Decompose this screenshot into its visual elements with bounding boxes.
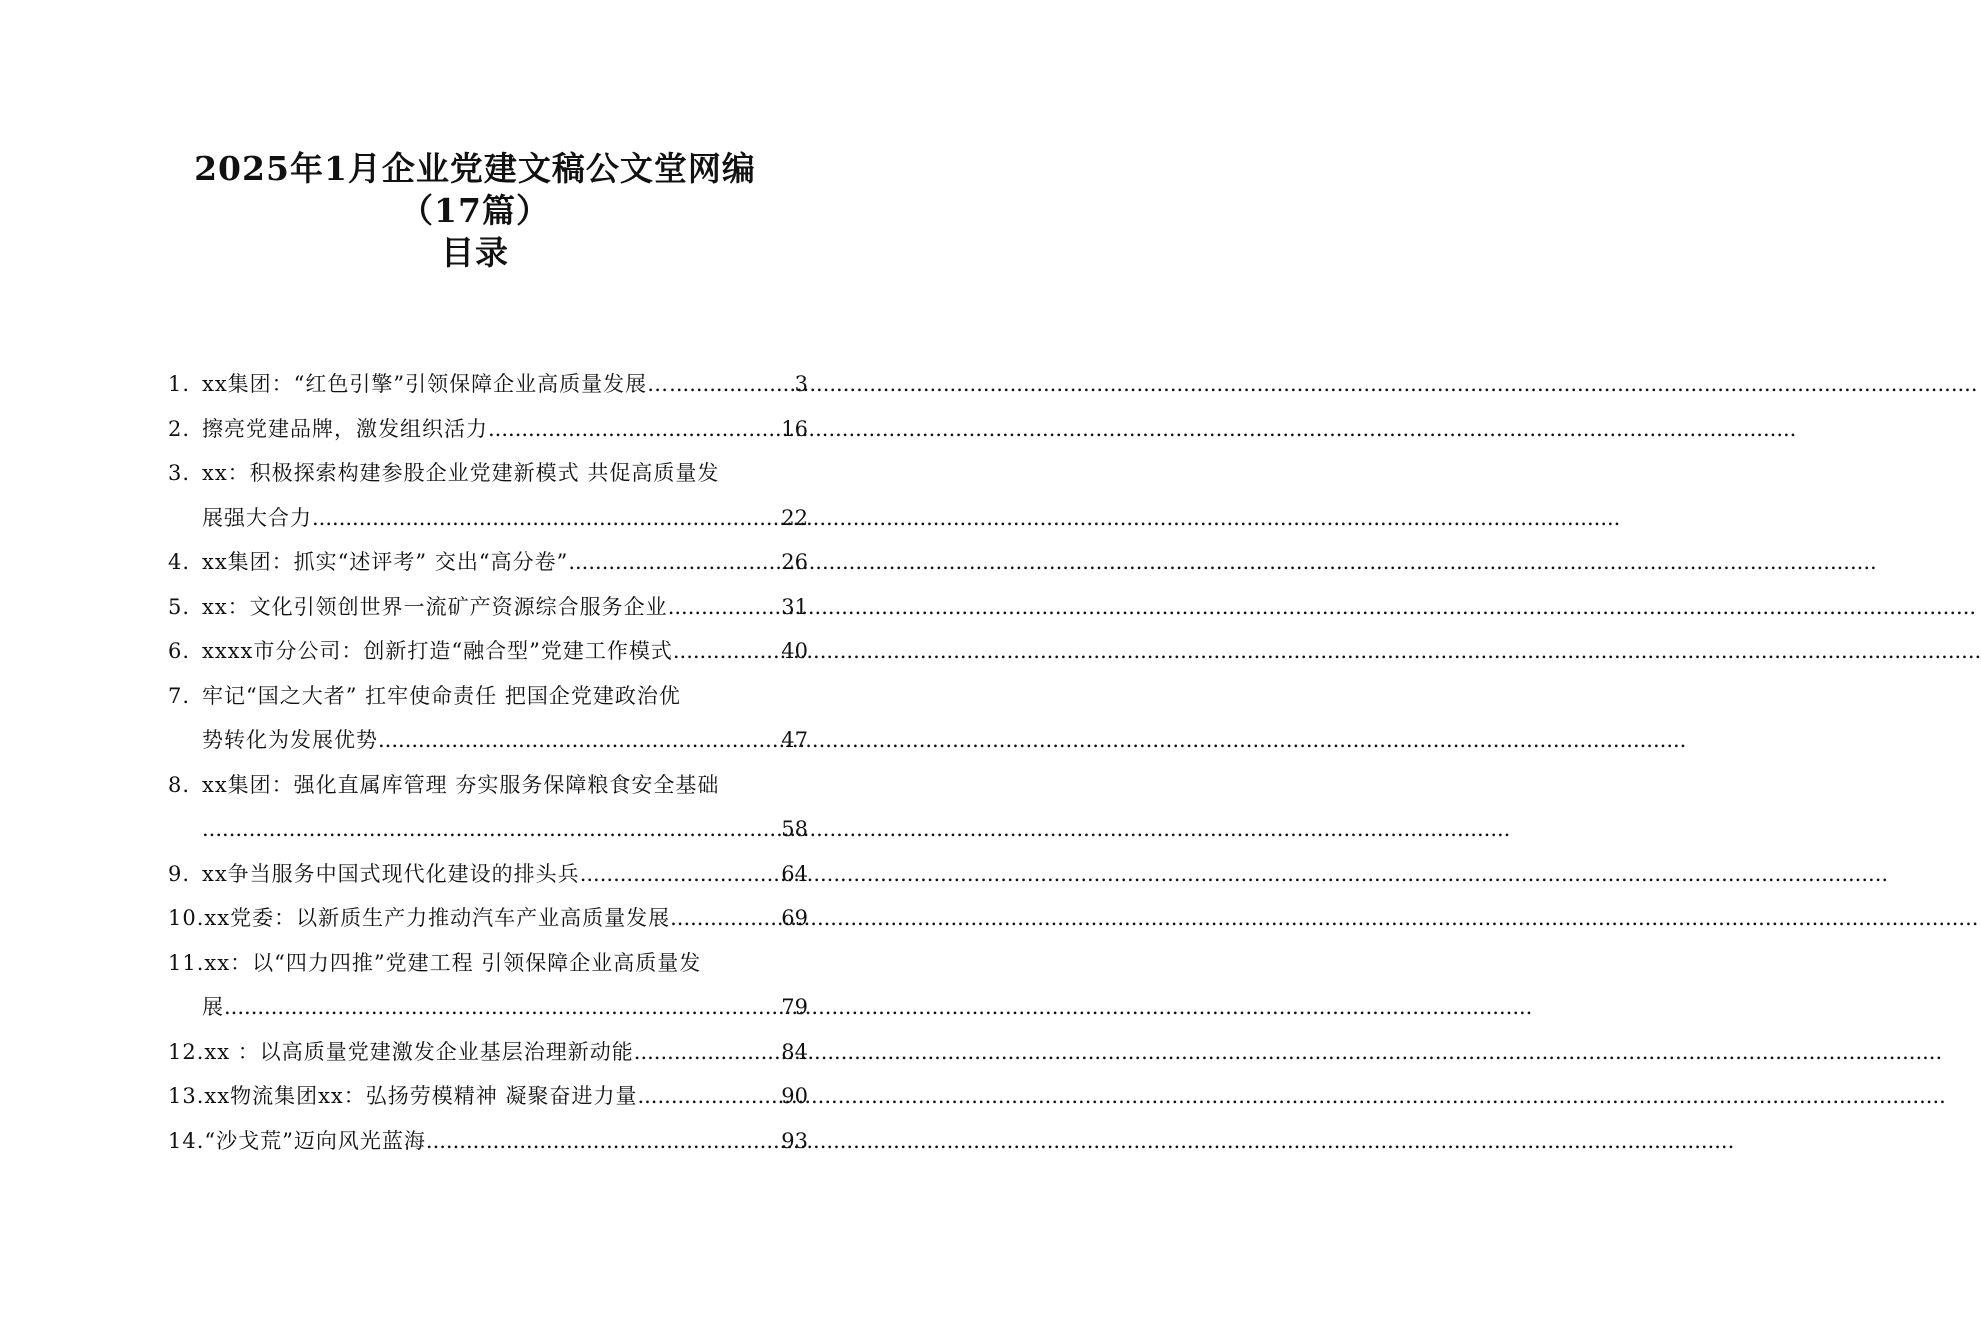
toc-leader-dots: [669, 362, 793, 407]
toc-page-number: 58: [781, 817, 808, 841]
toc-title: xx集团：强化直属库管理 夯实服务保障粮食安全基础: [202, 772, 720, 797]
toc-leader-dots: [224, 985, 780, 1030]
document-title: [0, 148, 950, 274]
toc-entry[interactable]: [168, 763, 808, 852]
toc-entry[interactable]: [168, 896, 808, 941]
toc-title: 展: [202, 995, 224, 1019]
toc-title: xx集团：“红色引擎”引领保障企业高质量发展…: [202, 372, 670, 396]
toc-line: [168, 763, 808, 808]
toc-page-number: 22: [781, 505, 808, 530]
toc-entry[interactable]: [168, 362, 808, 407]
toc-entry[interactable]: [168, 407, 808, 452]
toc-number: 10.: [168, 906, 205, 930]
toc-number: 6.: [168, 639, 191, 663]
toc-title: xx物流集团xx：弘扬劳模精神 凝聚奋进力量: [204, 1084, 638, 1108]
title-line-main: 2025年1月企业党建文稿公文堂网编: [194, 149, 756, 188]
toc-entry[interactable]: [168, 629, 808, 674]
toc-leader-dots: [378, 718, 780, 763]
toc-number: 7.: [168, 683, 191, 708]
toc-entry[interactable]: [168, 540, 808, 585]
toc-line: [168, 674, 808, 719]
toc-title: “沙戈荒”迈向风光蓝海: [204, 1128, 426, 1153]
toc-page-number: 79: [781, 995, 808, 1019]
toc-line: [168, 629, 808, 674]
toc-leader-dots: [312, 496, 780, 541]
toc-page-number: 69: [781, 906, 808, 930]
toc-line: [168, 941, 808, 986]
toc-line: [168, 896, 808, 941]
toc-line: [168, 407, 808, 452]
title-line-count: （17篇）: [400, 191, 550, 230]
toc-number: 4.: [168, 550, 191, 574]
toc-line: [168, 451, 808, 496]
toc-leader-dots: [668, 585, 781, 630]
toc-entry[interactable]: [168, 674, 808, 763]
toc-page-number: 84: [781, 1039, 808, 1064]
toc-number: 11.: [168, 950, 205, 975]
toc-line: [168, 1074, 808, 1119]
toc-title: xxxx市分公司：创新打造“融合型”党建工作模式: [202, 639, 673, 663]
toc-page-number: 47: [781, 728, 808, 752]
toc-leader-dots: [568, 540, 780, 585]
toc-entry[interactable]: [168, 1030, 808, 1075]
table-of-contents: [168, 362, 808, 1163]
toc-title: xx：以“四力四推”党建工程 引领保障企业高质量发: [204, 950, 702, 975]
toc-line: [168, 540, 808, 585]
toc-entry[interactable]: [168, 1074, 808, 1119]
toc-entry[interactable]: [168, 585, 808, 630]
toc-leader-dots: [580, 852, 781, 897]
toc-page-number: 16: [781, 416, 808, 441]
toc-number: 5.: [168, 594, 191, 619]
toc-title: xx集团：抓实“述评考” 交出“高分卷”: [202, 550, 569, 574]
toc-leader-dots: [673, 629, 780, 674]
toc-page-number: 40: [781, 639, 808, 663]
toc-leader-dots: [670, 896, 780, 941]
toc-number: 8.: [168, 772, 191, 797]
toc-line: [168, 496, 808, 541]
toc-title: xx：文化引领创世界一流矿产资源综合服务企业: [202, 594, 668, 619]
toc-leader-dots: [634, 1030, 780, 1075]
toc-number: 3.: [168, 461, 191, 485]
toc-page-number: 31: [781, 594, 808, 619]
toc-number: 14.: [168, 1128, 205, 1153]
toc-line: [168, 718, 808, 763]
toc-line: [168, 985, 808, 1030]
toc-title: 展强大合力: [202, 505, 312, 530]
toc-title: 擦亮党建品牌，激发组织活力: [202, 416, 488, 441]
toc-title: 势转化为发展优势: [202, 728, 378, 752]
toc-page-number: 64: [781, 861, 808, 886]
toc-entry[interactable]: [168, 1119, 808, 1164]
toc-leader-dots: [202, 807, 780, 852]
toc-line: [168, 1119, 808, 1164]
toc-line: [168, 362, 808, 407]
toc-page-number: 26: [781, 550, 808, 574]
toc-title: xx：积极探索构建参股企业党建新模式 共促高质量发: [202, 461, 720, 485]
toc-page-number: 3: [794, 372, 808, 396]
toc-number: 2.: [168, 416, 191, 441]
toc-entry[interactable]: [168, 852, 808, 897]
title-line-toc: 目录: [441, 233, 509, 272]
toc-title: 牢记“国之大者” 扛牢使命责任 把国企党建政治优: [202, 683, 681, 708]
toc-line: [168, 807, 808, 852]
toc-line: [168, 585, 808, 630]
toc-page-number: 90: [781, 1084, 808, 1108]
toc-number: 12.: [168, 1039, 205, 1064]
toc-number: 9.: [168, 861, 191, 886]
toc-number: 13.: [168, 1084, 205, 1108]
toc-leader-dots: [426, 1119, 780, 1164]
toc-title: xx争当服务中国式现代化建设的排头兵: [202, 861, 580, 886]
toc-leader-dots: [637, 1074, 780, 1119]
toc-entry[interactable]: [168, 941, 808, 1030]
toc-title: xx ：以高质量党建激发企业基层治理新动能: [204, 1039, 634, 1064]
toc-page-number: 93: [781, 1128, 808, 1153]
toc-title: xx党委：以新质生产力推动汽车产业高质量发展: [204, 906, 671, 930]
toc-entry[interactable]: [168, 451, 808, 540]
toc-number: 1.: [168, 372, 191, 396]
toc-line: [168, 852, 808, 897]
toc-line: [168, 1030, 808, 1075]
document-page: [0, 0, 950, 1344]
toc-leader-dots: [488, 407, 780, 452]
